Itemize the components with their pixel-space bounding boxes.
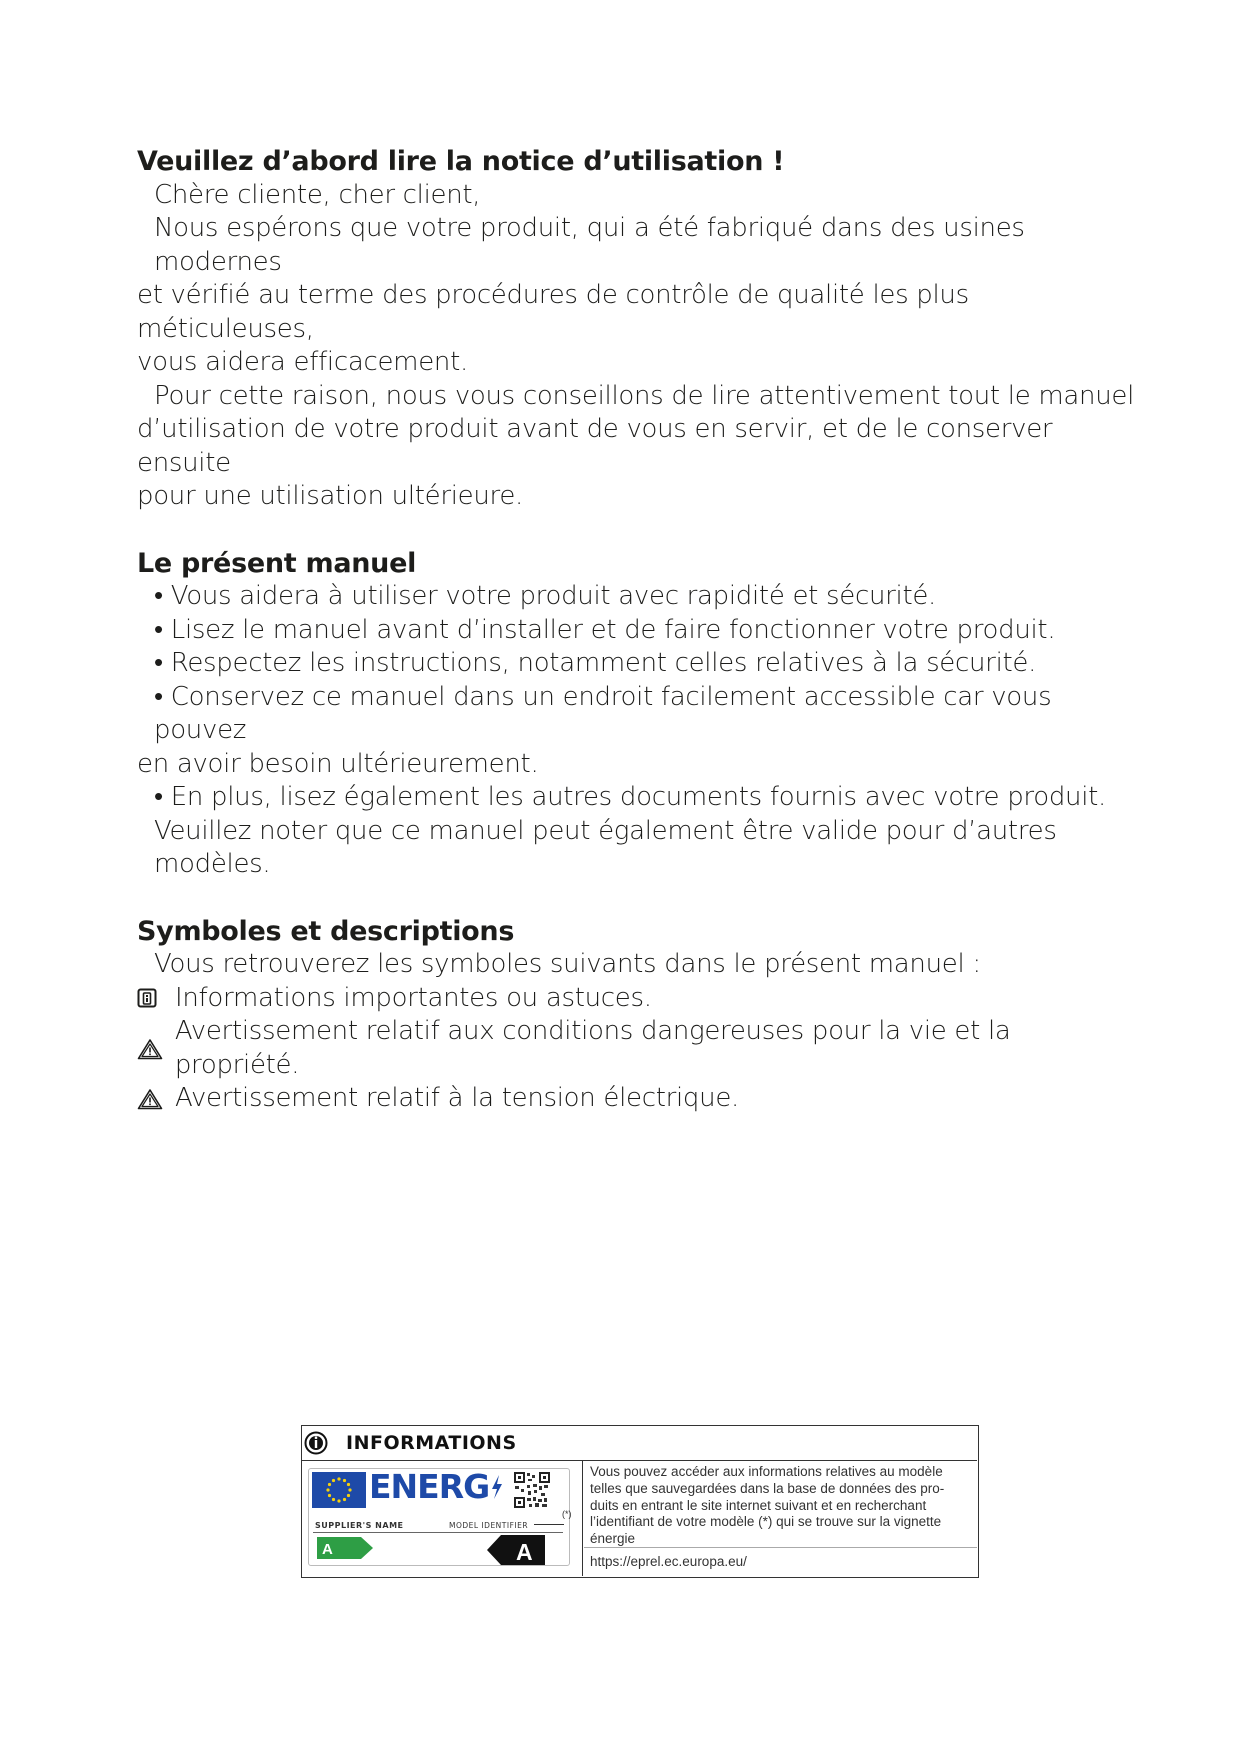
para2-line2: d’utilisation de votre produit avant de vous en servir, et de le conserver ensuite <box>137 414 1053 478</box>
energy-class-left: A <box>322 1541 333 1558</box>
info-line: telles que sauvegardées dans la base de données des pro- <box>590 1480 945 1496</box>
energy-class-right: A <box>516 1539 533 1565</box>
para1-line3: vous aidera efficacement. <box>137 347 468 377</box>
bullet-item: • Lisez le manuel avant d’installer et de faire fonctionner votre produit. <box>154 614 1056 645</box>
para1-line2: et vérifié au terme des procédures de contrôle de qualité les plus méticuleuses, <box>137 280 969 344</box>
manual-note: Veuillez noter que ce manuel peut également être valide pour d’autres modèles. <box>154 815 1057 879</box>
bullet-item-continued: en avoir besoin ultérieurement. <box>137 748 539 779</box>
energy-class-arrow-green <box>317 1537 373 1559</box>
symbol-text: Avertissement relatif aux conditions dangereuses pour la vie et la propriété. <box>174 1016 1011 1080</box>
manual-text <box>137 145 1137 1116</box>
energy-class-arrow-black <box>487 1535 545 1565</box>
energy-brand: ENERG <box>369 1467 504 1506</box>
model-identifier-label: MODEL IDENTIFIER <box>449 1521 529 1530</box>
info-line: l’identifiant de votre modèle (*) qui se trouve sur la vignette <box>590 1514 942 1530</box>
bullet-item: • En plus, lisez également les autres documents fournis avec votre produit. <box>154 782 1107 812</box>
manual-heading: Le présent manuel <box>137 547 417 579</box>
eu-flag-icon <box>312 1472 366 1508</box>
symbols-heading: Symboles et descriptions <box>137 915 515 947</box>
supplier-name-label: SUPPLIER'S NAME <box>315 1521 404 1530</box>
energy-label <box>308 1468 570 1566</box>
info-box <box>301 1425 979 1578</box>
symbols-intro: Vous retrouverez les symboles suivants dans le présent manuel : <box>154 949 981 979</box>
info-circle-icon <box>304 1431 328 1455</box>
bullet-item: • Respectez les instructions, notamment celles relatives à la sécurité. <box>154 648 1037 678</box>
info-description <box>590 1464 960 1548</box>
warning-icon <box>137 1038 167 1060</box>
info-line: Vous pouvez accéder aux informations relatives au modèle <box>590 1464 943 1479</box>
arrow-line <box>534 1524 564 1525</box>
eprel-link[interactable]: https://eprel.ec.europa.eu/ <box>590 1554 747 1569</box>
info-box-title: INFORMATIONS <box>346 1432 517 1454</box>
info-icon <box>137 988 167 1008</box>
qr-code-icon <box>513 1471 551 1509</box>
lightning-icon <box>490 1474 504 1500</box>
para1-line1: Nous espérons que votre produit, qui a été fabriqué dans des usines modernes <box>154 213 1025 277</box>
bullet-item: • Conservez ce manuel dans un endroit facilement accessible car vous pouvez <box>154 681 1052 745</box>
para2-line1: Pour cette raison, nous vous conseillons de lire attentivement tout le manuel <box>154 380 1134 411</box>
info-line: énergie <box>590 1531 636 1547</box>
info-line: duits en entrant le site internet suivant et en recherchant <box>590 1497 927 1513</box>
model-marker: (*) <box>562 1509 572 1519</box>
bullet-item: • Vous aidera à utiliser votre produit avec rapidité et sécurité. <box>154 581 937 611</box>
warning-icon <box>137 1088 167 1110</box>
label-divider <box>313 1532 563 1533</box>
intro-heading: Veuillez d’abord lire la notice d’utilisation ! <box>137 146 785 177</box>
salutation: Chère cliente, cher client, <box>154 179 481 210</box>
info-box-header <box>302 1426 977 1461</box>
symbol-row-info <box>137 982 1137 1016</box>
para2-line3: pour une utilisation ultérieure. <box>137 481 524 511</box>
url-divider <box>584 1547 977 1548</box>
symbol-text: Informations importantes ou astuces. <box>175 982 652 1013</box>
symbol-text: Avertissement relatif à la tension électrique. <box>175 1083 739 1113</box>
symbol-row-warning-electric <box>137 1082 1137 1116</box>
energy-label-pane <box>302 1461 583 1576</box>
symbol-row-warning <box>137 1015 1137 1082</box>
